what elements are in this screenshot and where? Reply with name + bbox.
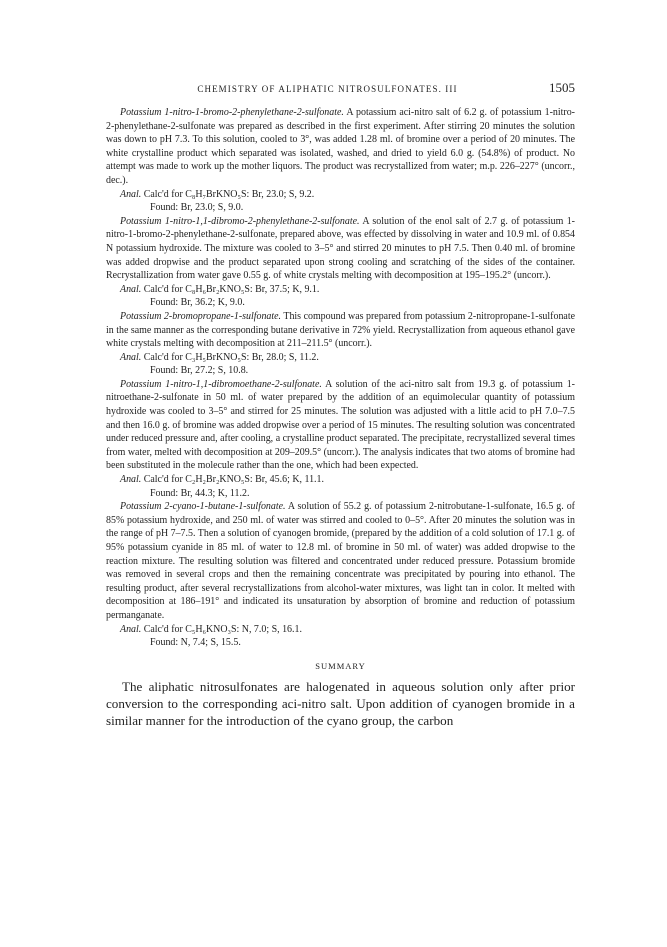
procedure-paragraph	[106, 378, 575, 473]
analysis-calc	[106, 473, 575, 487]
analysis-found: Found: N, 7.4; S, 15.5.	[150, 637, 241, 649]
analysis-found: Found: Br, 44.3; K, 11.2.	[150, 487, 250, 499]
running-head: CHEMISTRY OF ALIPHATIC NITROSULFONATES. III	[197, 84, 458, 94]
calc-values: Calc'd for C₂H₂Br₂KNO₅S: Br, 45.6; K, 11.1.	[141, 474, 324, 486]
section-nitro-dibromo-phenylethane	[106, 215, 575, 310]
section-nitro-dibromoethane	[106, 378, 575, 500]
page-number: 1505	[549, 80, 575, 95]
compound-name: Potassium 1-nitro-1,1-dibromo-2-phenylethane-2-sulfonate.	[120, 215, 360, 227]
analysis-found: Found: Br, 36.2; K, 9.0.	[150, 297, 245, 309]
procedure-text: This compound was prepared from potassium 2-nitropropane-1-sulfonate in the same manner as the corresponding butane derivative in 72% yield. Recrystallization from aqueous ethanol gave white crystals melting with decomposition at 211–211.5° (uncorr.).	[106, 310, 575, 350]
compound-name: Potassium 2-cyano-1-butane-1-sulfonate.	[120, 501, 286, 513]
compound-name: Potassium 1-nitro-1-bromo-2-phenylethane-2-sulfonate.	[120, 107, 344, 118]
summary-text: The aliphatic nitrosulfonates are halogenated in aqueous solution only after prior conversion to the corresponding aci-nitro salt. Upon addition of cyanogen bromide in a similar manner for the introduction of the cyano group, the carbon	[106, 678, 575, 728]
analysis-calc	[106, 351, 575, 365]
anal-label: Anal.	[120, 188, 142, 200]
calc-values: Calc'd for C₅H₆KNO₃S: N, 7.0; S, 16.1.	[141, 623, 302, 635]
analysis-found: Found: Br, 23.0; S, 9.0.	[150, 202, 244, 214]
anal-label: Anal.	[120, 283, 142, 295]
calc-values: Calc'd for C₈H₇BrKNO₅S: Br, 23.0; S, 9.2.	[141, 188, 315, 200]
page-header	[106, 80, 575, 96]
anal-label: Anal.	[120, 623, 142, 635]
procedure-paragraph	[106, 106, 575, 188]
procedure-paragraph	[106, 500, 575, 622]
experimental-text	[106, 106, 575, 650]
calc-values: Calc'd for C₈H₆Br₂KNO₅S: Br, 37.5; K, 9.1.	[141, 283, 320, 295]
analysis-calc	[106, 623, 575, 637]
section-nitro-bromo-phenylethane	[106, 106, 575, 215]
anal-label: Anal.	[120, 351, 142, 363]
procedure-text: A solution of 55.2 g. of potassium 2-nitrobutane-1-sulfonate, 16.5 g. of 85% potassium hydroxide, and 250 ml. of water was stirred and cooled to 0–5°. After 20 minutes the solution was in the range of pH 7–7.5. Then a solution of cyanogen bromide, (prepared by the addition of a cold solution of 17.1 g. of 95% potassium cyanide in 85 ml. of water to 12.8 ml. of bromine in 50 ml. of water) was added dropwise to the reaction mixture. The resulting solution was filtered and concentrated under reduced pressure. Potassium bromide was removed in several crops and then the remaining concentrate was precipitated by pouring into ethanol. The resulting product, after several recrystallizations from alcohol-water mixtures, was light tan in color. It melted with decomposition at 186–191° and indicated its unsaturation by absorption of bromine and reduction of potassium permanganate.	[106, 501, 575, 621]
analysis-found: Found: Br, 27.2; S, 10.8.	[150, 365, 249, 377]
calc-values: Calc'd for C₃H₅BrKNO₅S: Br, 28.0; S, 11.2.	[141, 351, 319, 363]
analysis-calc	[106, 188, 575, 202]
procedure-text: A solution of the enol salt of 2.7 g. of potassium 1-nitro-1-bromo-2-phenylethane-2-sulfonate, prepared above, was effected by dissolving in water and 10.9 ml. of 0.854 N potassium hydroxide. The mixture was cooled to 3–5° and stirred 20 minutes to pH 7.5. Then 0.40 ml. of bromine was added dropwise and the product separated upon strong cooling and scratching of the sides of the container. Recrystallization from water gave 0.55 g. of white crystals melting with decomposition at 195–195.2° (uncorr.).	[106, 215, 575, 282]
procedure-text: A solution of the aci-nitro salt from 19.3 g. of potassium 1-nitroethane-2-sulfonate in 50 ml. of water prepared by the addition of an equimolecular quantity of potassium hydroxide was cooled to 3–5° and stirred for 25 minutes. The solution was adjusted with a little acid to pH 7.0–7.5 and then 16.0 g. of bromine was added dropwise over a period of 15 minutes. The resulting solution was concentrated under reduced pressure and, after cooling, a crystalline product separated. The precipitate, recrystallized several times from water, melted with decomposition at 209–209.5° (uncorr.). The analysis indicates that two atoms of bromine had been substituted in the molecule rather than the one, which had been expected.	[106, 378, 575, 472]
section-bromopropane	[106, 310, 575, 378]
procedure-paragraph	[106, 310, 575, 351]
anal-label: Anal.	[120, 474, 142, 486]
compound-name: Potassium 1-nitro-1,1-dibromoethane-2-sulfonate.	[120, 378, 322, 390]
summary-heading: SUMMARY	[315, 660, 366, 671]
analysis-calc	[106, 283, 575, 297]
procedure-paragraph	[106, 215, 575, 283]
compound-name: Potassium 2-bromopropane-1-sulfonate.	[120, 310, 282, 322]
procedure-text: A potassium aci-nitro salt of 6.2 g. of potassium 1-nitro-2-phenylethane-2-sulfonate was prepared as described in the first experiment. After stirring 20 minutes the solution was down to pH 7.3. To this solution, cooled to 3°, was added 1.28 ml. of bromine over a period of 20 minutes. The white crystalline product which separated was isolated, washed, and dried to yield 6.0 g. (54.8%) of product. No attempt was made to work up the mother liquors. The product was recrystallized from water; m.p. 226–227° (uncorr., dec.).	[106, 107, 575, 186]
section-cyano-butane	[106, 500, 575, 650]
